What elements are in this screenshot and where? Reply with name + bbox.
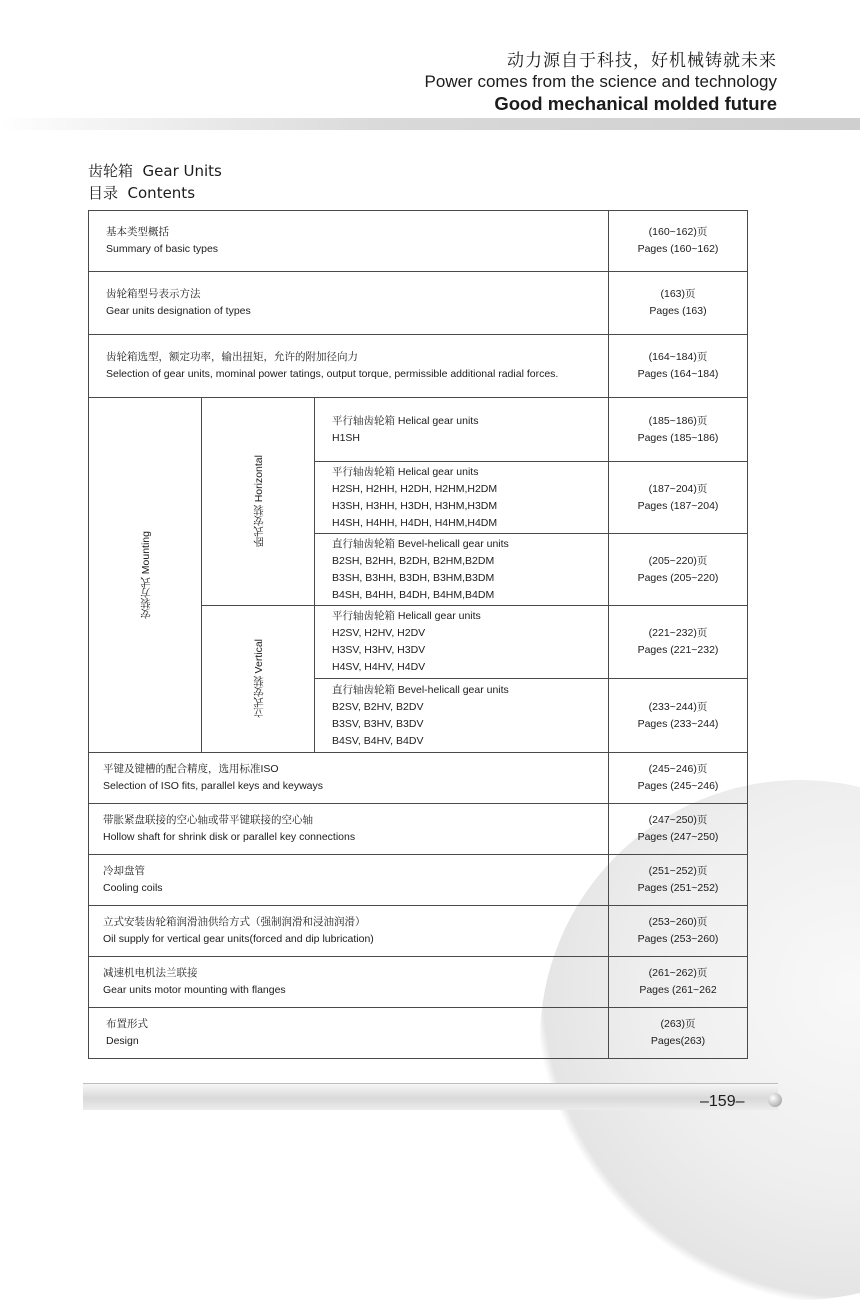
table-row xyxy=(89,272,748,335)
pages-en: Pages (185~186) xyxy=(637,431,719,444)
horizontal-label-cell xyxy=(202,398,315,606)
pages-en: Pages (247~250) xyxy=(637,831,719,843)
slogan-chinese: 动力源自于科技，好机械铸就未来 xyxy=(507,51,777,71)
header-rule xyxy=(0,118,860,130)
entry-title-cn: 布置形式 xyxy=(106,1018,148,1030)
entry-description[interactable] xyxy=(315,606,609,679)
entry-pages xyxy=(609,211,748,272)
entry-pages xyxy=(609,679,748,753)
entry-line: H3SV, H3HV, H3DV xyxy=(332,644,426,656)
entry-title-en: Summary of basic types xyxy=(106,243,219,255)
pages-cn: (233~244)页 xyxy=(648,700,708,713)
table-row xyxy=(89,804,748,855)
pages-en: Pages (187~204) xyxy=(637,499,719,512)
entry-title-cn: 平键及键槽的配合精度，选用标准ISO xyxy=(103,763,279,775)
entry-title-cn: 减速机电机法兰联接 xyxy=(103,967,198,979)
entry-title-cn: 立式安装齿轮箱润滑油供给方式（强制润滑和浸油润滑） xyxy=(103,916,366,928)
entry-description[interactable] xyxy=(89,1008,609,1059)
entry-pages xyxy=(609,1008,748,1059)
pages-cn: (253~260)页 xyxy=(648,916,708,928)
entry-title-cn: 齿轮箱选型，额定功率，输出扭矩，允许的附加径向力 xyxy=(106,351,358,363)
mounting-label-cell xyxy=(89,398,202,753)
entry-description[interactable] xyxy=(89,753,609,804)
table-row xyxy=(89,855,748,906)
mounting-label: 安装方式 Mounting xyxy=(139,530,152,620)
pages-cn: (163)页 xyxy=(660,288,696,300)
entry-pages xyxy=(609,335,748,398)
entry-line: 直行轴齿轮箱 Bevel-helicall gear units xyxy=(332,537,509,550)
entry-line: B2SV, B2HV, B2DV xyxy=(332,700,424,713)
table-row xyxy=(89,1008,748,1059)
slogan-english: Power comes from the science and technology xyxy=(424,72,777,91)
pages-en: Pages (233~244) xyxy=(637,717,719,730)
pages-cn: (160~162)页 xyxy=(648,226,708,238)
slogan-english-bold: Good mechanical molded future xyxy=(494,93,777,114)
entry-pages xyxy=(609,606,748,679)
entry-title-cn: 冷却盘管 xyxy=(103,865,145,877)
contents-table xyxy=(88,210,748,1059)
entry-line: B4SV, B4HV, B4DV xyxy=(332,734,424,747)
entry-title-en: Selection of gear units, mominal power tatings, output torque, permissible additional radial forces. xyxy=(106,368,559,380)
entry-title-cn: 基本类型概括 xyxy=(106,226,169,238)
vertical-label-cell xyxy=(202,606,315,753)
pages-cn: (221~232)页 xyxy=(648,627,708,639)
pages-en: Pages (164~184) xyxy=(637,368,719,380)
pages-en: Pages (205~220) xyxy=(637,571,719,584)
entry-pages xyxy=(609,804,748,855)
entry-pages xyxy=(609,462,748,534)
entry-title-en: Hollow shaft for shrink disk or parallel key connections xyxy=(103,831,356,843)
entry-pages xyxy=(609,855,748,906)
pages-en: Pages (253~260) xyxy=(637,933,719,945)
section-heading xyxy=(88,160,222,204)
pages-en: Pages (163) xyxy=(649,305,707,317)
pages-en: Pages (245~246) xyxy=(637,780,719,792)
pages-en: Pages (261~262 xyxy=(639,984,717,996)
entry-description[interactable] xyxy=(89,335,609,398)
horizontal-label: 卧式安装 Horizontal xyxy=(252,455,265,548)
entry-title-en: Gear units motor mounting with flanges xyxy=(103,984,286,996)
footer-bar xyxy=(83,1083,778,1110)
entry-title-cn: 带胀紧盘联接的空心轴或带平键联接的空心轴 xyxy=(103,814,313,826)
entry-line: H1SH xyxy=(332,431,361,444)
pages-en: Pages (251~252) xyxy=(637,882,719,894)
pages-en: Pages (221~232) xyxy=(637,644,719,656)
table-row xyxy=(89,753,748,804)
pages-cn: (263)页 xyxy=(660,1018,696,1030)
entry-line: B4SH, B4HH, B4DH, B4HM,B4DM xyxy=(332,588,495,601)
entry-description[interactable] xyxy=(89,906,609,957)
pages-cn: (247~250)页 xyxy=(648,814,708,826)
entry-line: H2SH, H2HH, H2DH, H2HM,H2DM xyxy=(332,482,498,495)
entry-line: 直行轴齿轮箱 Bevel-helicall gear units xyxy=(332,683,509,696)
entry-title-en: Selection of ISO fits, parallel keys and keyways xyxy=(103,780,324,792)
entry-line: 平行轴齿轮箱 Helicall gear units xyxy=(332,610,481,622)
entry-title-en: Oil supply for vertical gear units(forced and dip lubrication) xyxy=(103,933,374,945)
entry-pages xyxy=(609,534,748,606)
entry-line: B3SH, B3HH, B3DH, B3HM,B3DM xyxy=(332,571,495,584)
entry-description[interactable] xyxy=(89,957,609,1008)
table-row xyxy=(89,398,748,462)
entry-description[interactable] xyxy=(315,398,609,462)
entry-pages xyxy=(609,753,748,804)
vertical-label: 立式安装 Vertical xyxy=(252,639,265,719)
entry-line: H4SV, H4HV, H4DV xyxy=(332,661,426,673)
pages-cn: (164~184)页 xyxy=(648,351,708,363)
entry-pages xyxy=(609,398,748,462)
pages-en: Pages(263) xyxy=(650,1035,706,1047)
pages-en: Pages (160~162) xyxy=(637,243,719,255)
entry-description[interactable] xyxy=(89,804,609,855)
section-subtitle: 目录 Contents xyxy=(88,184,196,202)
entry-title-cn: 齿轮箱型号表示方法 xyxy=(106,288,201,300)
entry-title-en: Gear units designation of types xyxy=(106,305,251,317)
entry-pages xyxy=(609,272,748,335)
table-row xyxy=(89,957,748,1008)
table-row xyxy=(89,211,748,272)
table-row xyxy=(89,906,748,957)
pages-cn: (245~246)页 xyxy=(648,763,708,775)
pages-cn: (251~252)页 xyxy=(648,865,708,877)
entry-pages xyxy=(609,906,748,957)
entry-line: 平行轴齿轮箱 Helical gear units xyxy=(332,414,479,427)
page-number: –159– xyxy=(700,1093,745,1110)
entry-title-en: Cooling coils xyxy=(103,882,163,894)
entry-title-en: Design xyxy=(106,1035,139,1047)
pages-cn: (185~186)页 xyxy=(648,414,708,427)
section-title: 齿轮箱 Gear Units xyxy=(88,162,222,180)
entry-description[interactable] xyxy=(89,272,609,335)
entry-line: H2SV, H2HV, H2DV xyxy=(332,627,426,639)
pages-cn: (261~262)页 xyxy=(648,967,708,979)
entry-description[interactable] xyxy=(89,855,609,906)
pages-cn: (187~204)页 xyxy=(648,482,708,495)
entry-line: H3SH, H3HH, H3DH, H3HM,H3DM xyxy=(332,499,498,512)
entry-description[interactable] xyxy=(315,679,609,753)
table-row xyxy=(89,335,748,398)
entry-line: H4SH, H4HH, H4DH, H4HM,H4DM xyxy=(332,516,498,529)
footer-dot-icon xyxy=(768,1093,782,1107)
entry-line: B2SH, B2HH, B2DH, B2HM,B2DM xyxy=(332,554,495,567)
entry-description[interactable] xyxy=(315,534,609,606)
entry-description[interactable] xyxy=(315,462,609,534)
entry-line: B3SV, B3HV, B3DV xyxy=(332,717,424,730)
header-slogan xyxy=(425,50,777,116)
entry-line: 平行轴齿轮箱 Helical gear units xyxy=(332,465,479,478)
entry-pages xyxy=(609,957,748,1008)
entry-description[interactable] xyxy=(89,211,609,272)
pages-cn: (205~220)页 xyxy=(648,554,708,567)
